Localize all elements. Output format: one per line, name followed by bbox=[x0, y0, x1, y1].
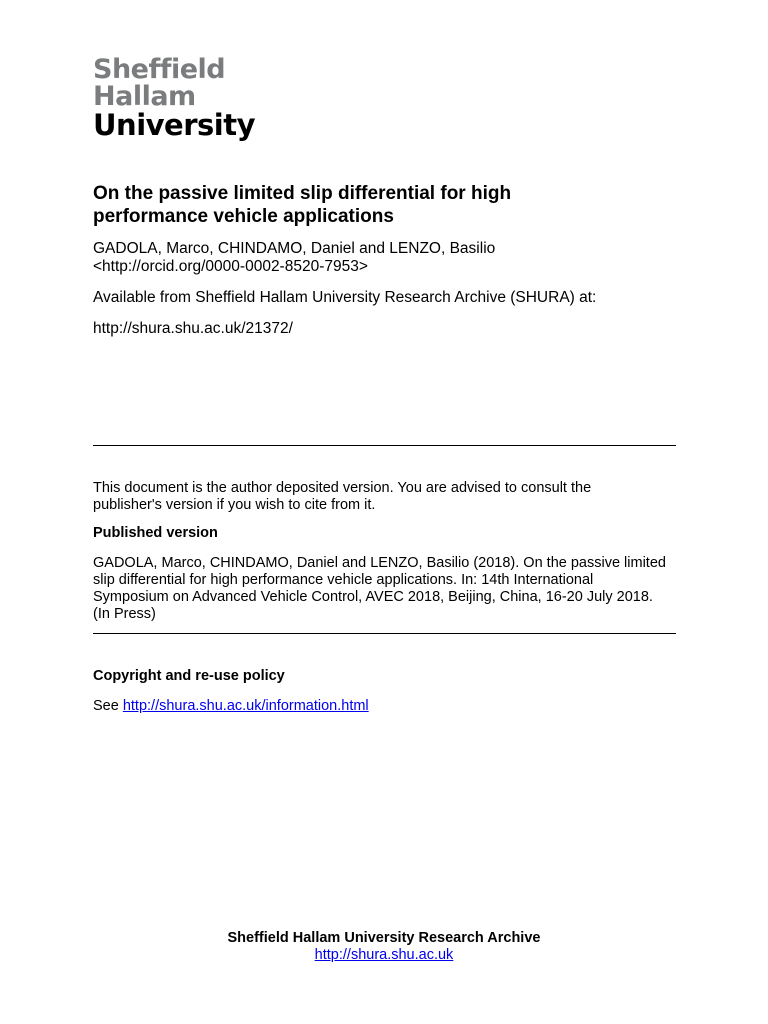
university-logo bbox=[93, 56, 273, 141]
logo-line-university: University bbox=[93, 108, 255, 142]
copyright-heading: Copyright and re-use policy bbox=[93, 668, 285, 684]
author-orcid: <http://orcid.org/0000-0002-8520-7953> bbox=[93, 258, 368, 275]
see-label: See bbox=[93, 698, 119, 714]
copyright-policy-line bbox=[93, 698, 369, 715]
logo-line-sheffield: Sheffield bbox=[93, 54, 226, 85]
author-names: GADOLA, Marco, CHINDAMO, Daniel and LENZO, Basilio bbox=[93, 240, 496, 257]
footer-title: Sheffield Hallam University Research Archive bbox=[227, 930, 541, 946]
deposit-notice: This document is the author deposited version. You are advised to consult the publisher's version if you wish to cite from it. bbox=[93, 480, 592, 513]
divider-bottom bbox=[93, 633, 676, 634]
footer bbox=[0, 930, 768, 964]
logo-line-hallam: Hallam bbox=[93, 81, 196, 112]
repository-url: http://shura.shu.ac.uk/21372/ bbox=[93, 320, 293, 337]
footer-archive-link[interactable]: http://shura.shu.ac.uk bbox=[314, 947, 454, 963]
authors-block bbox=[93, 240, 653, 276]
published-version-heading: Published version bbox=[93, 525, 218, 541]
divider-top bbox=[93, 445, 676, 446]
information-policy-link[interactable]: http://shura.shu.ac.uk/information.html bbox=[122, 698, 369, 714]
citation-text: GADOLA, Marco, CHINDAMO, Daniel and LENZO, Basilio (2018). On the passive limited slip differential for high performance vehicle applications. In: 14th International Symposium on Advanced Vehicle Control, AVEC 2018, Beijing, China, 16-20 July 2018. (In Press) bbox=[93, 555, 666, 622]
available-from-text: Available from Sheffield Hallam University Research Archive (SHURA) at: bbox=[93, 289, 597, 306]
document-title: On the passive limited slip differential for high performance vehicle applications bbox=[93, 183, 512, 227]
